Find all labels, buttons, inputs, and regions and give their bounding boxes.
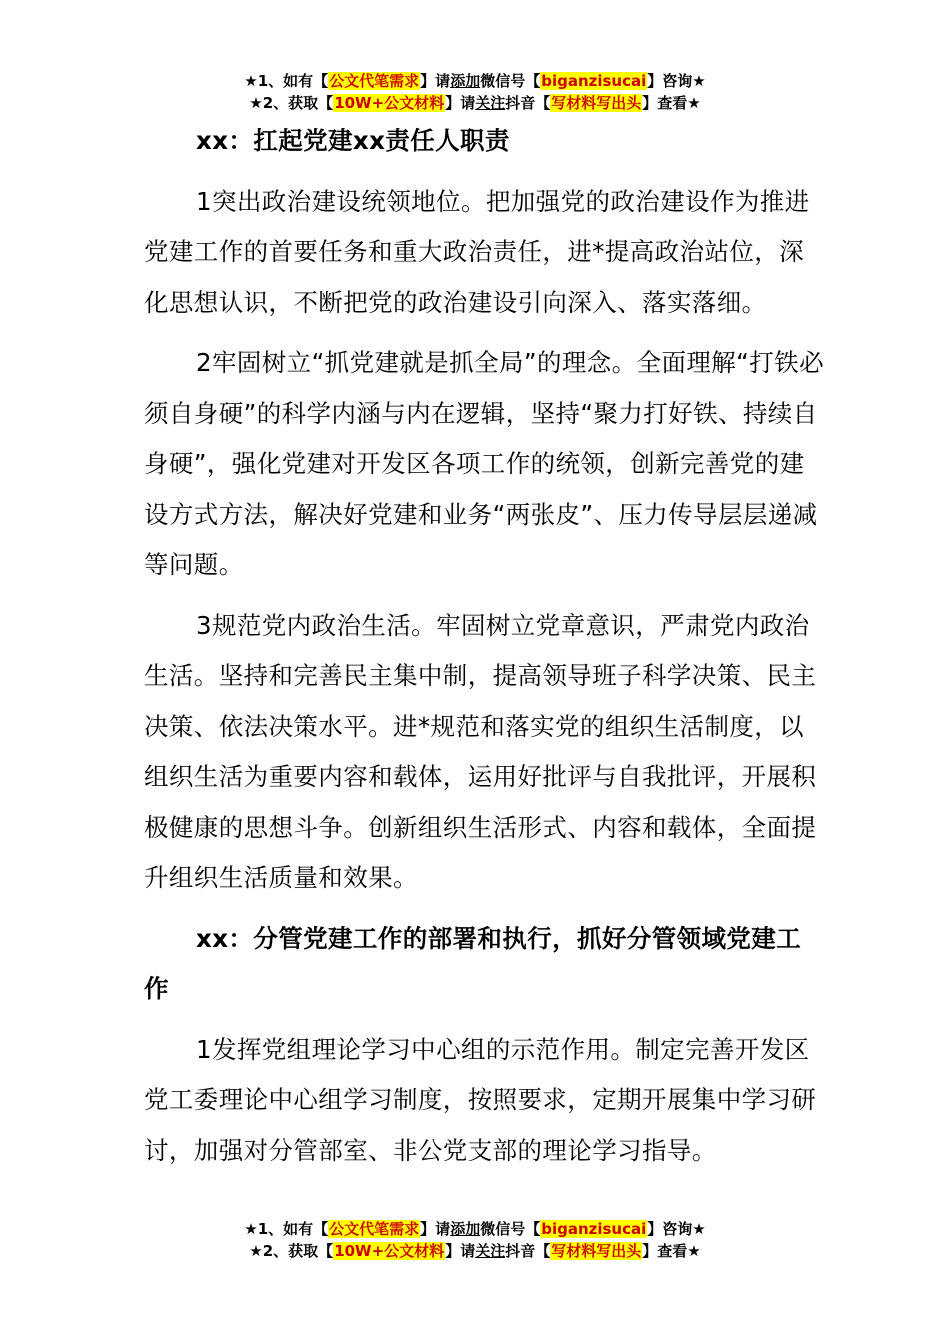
highlight-wechat-id: biganzisucai xyxy=(541,1220,647,1238)
section-1-heading: xx：扛起党建xx责任人职责 xyxy=(196,126,510,155)
highlight-wechat-id: biganzisucai xyxy=(541,72,647,90)
promo-line-2: ★2、获取【10W+公文材料】请关注抖音【写材料写出头】查看★ xyxy=(249,94,701,112)
section-2-heading: xx：分管党建工作的部署和执行，抓好分管领域党建工作 xyxy=(144,923,802,1003)
promo-line-2: ★2、获取【10W+公文材料】请关注抖音【写材料写出头】查看★ xyxy=(249,1242,701,1260)
highlight-douyin-account: 写材料写出头 xyxy=(551,94,642,112)
section-1-paragraph-3: 3规范党内政治生活。牢固树立党章意识，严肃党内政治生活。坚持和完善民主集中制，提高领导班子科学决策、民主决策、依法决策水平。进*规范和落实党的组织生活制度，以组织生活为重要内容和载体，运用好批评与自我批评，开展积极健康的思想斗争。创新组织生活形式、内容和载体，全面提升组织生活质量和效果。 xyxy=(144,610,817,892)
promo-line-1: ★1、如有【公文代笔需求】请添加微信号【biganzisucai】咨询★ xyxy=(244,1220,706,1238)
document-body xyxy=(144,116,824,1176)
section-2-paragraph-1: 1发挥党组理论学习中心组的示范作用。制定完善开发区党工委理论中心组学习制度，按照要求，定期开展集中学习研讨，加强对分管部室、非公党支部的理论学习指导。 xyxy=(144,1034,817,1165)
highlight-service: 公文代笔需求 xyxy=(329,1220,420,1238)
section-1-paragraph-1: 1突出政治建设统领地位。把加强党的政治建设作为推进党建工作的首要任务和重大政治责任，进*提高政治站位，深化思想认识，不断把党的政治建设引向深入、落实落细。 xyxy=(144,186,810,317)
promo-banner-bottom xyxy=(0,1218,950,1262)
section-1-paragraph-2: 2牢固树立“抓党建就是抓全局”的理念。全面理解“打铁必须自身硬”的科学内涵与内在逻辑，坚持“聚力打好铁、持续自身硬”，强化党建对开发区各项工作的统领，创新完善党的建设方式方法，解决好党建和业务“两张皮”、压力传导层层递减等问题。 xyxy=(144,348,824,579)
promo-banner-top xyxy=(0,70,950,114)
highlight-materials: 10W+公文材料 xyxy=(334,1242,445,1260)
highlight-douyin-account: 写材料写出头 xyxy=(551,1242,642,1260)
highlight-service: 公文代笔需求 xyxy=(329,72,420,90)
promo-line-1: ★1、如有【公文代笔需求】请添加微信号【biganzisucai】咨询★ xyxy=(244,72,706,90)
highlight-materials: 10W+公文材料 xyxy=(334,94,445,112)
